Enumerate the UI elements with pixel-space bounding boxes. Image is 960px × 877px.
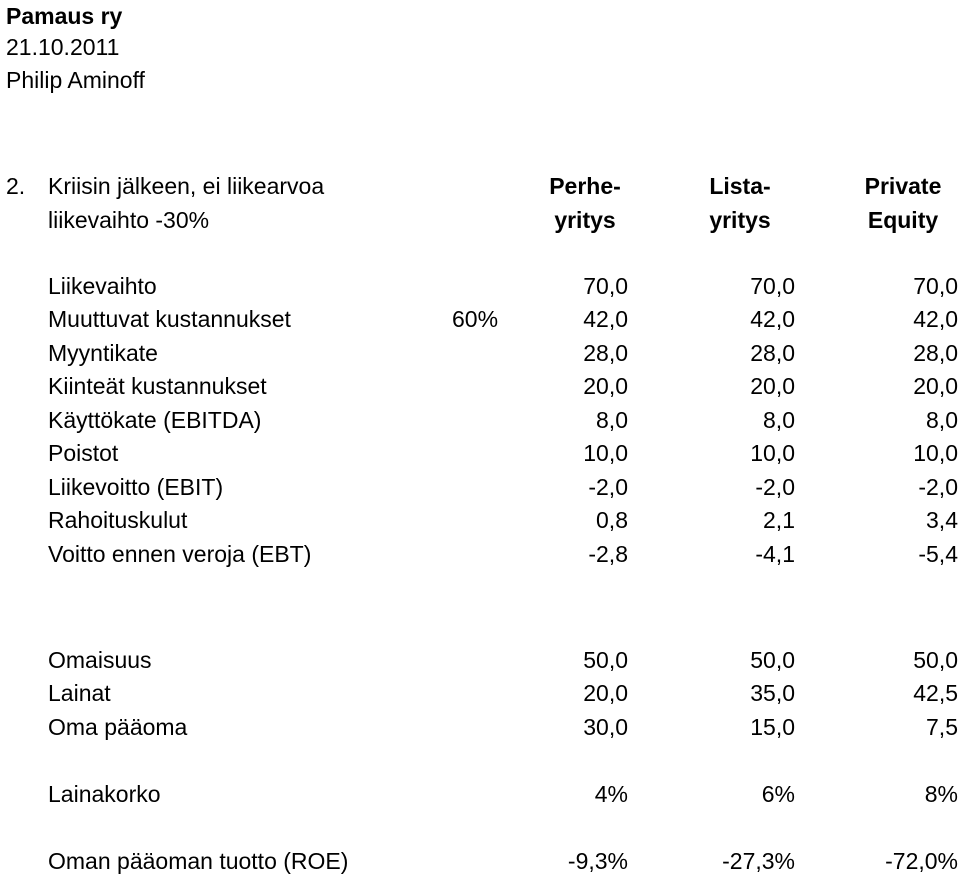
table-cell: 42,5 [913,680,958,706]
table-cell: 8,0 [596,407,628,433]
table-cell: 42,0 [913,306,958,332]
table-cell: 15,0 [750,714,795,740]
table-cell: -72,0% [885,848,958,874]
table-cell: 28,0 [583,340,628,366]
row-label: Poistot [48,440,119,466]
row-label: Lainakorko [48,781,161,807]
section-title-line1: Kriisin jälkeen, ei liikearvoa [48,173,325,199]
table-cell: 0,8 [596,507,628,533]
column-header-perheyritys-line1: Perhe- [549,173,621,199]
table-cell: 10,0 [913,440,958,466]
table-cell: 28,0 [750,340,795,366]
table-cell: 4% [594,781,628,807]
table-cell: 50,0 [913,647,958,673]
column-header-listayritys-line1: Lista- [709,173,771,199]
table-cell: 20,0 [750,373,795,399]
table-cell: 3,4 [926,507,958,533]
author-name: Philip Aminoff [6,67,145,93]
table-cell: 70,0 [750,273,795,299]
table-cell: 28,0 [913,340,958,366]
table-cell: 8,0 [926,407,958,433]
table-cell: 10,0 [583,440,628,466]
row-label: Liikevoitto (EBIT) [48,474,224,500]
table-cell: 10,0 [750,440,795,466]
table-cell: -4,1 [755,541,795,567]
row-label: Rahoituskulut [48,507,188,533]
table-cell: 20,0 [913,373,958,399]
table-cell: -27,3% [722,848,795,874]
column-header-perheyritys-line2: yritys [554,207,616,233]
column-header-listayritys-line2: yritys [709,207,771,233]
table-cell: 30,0 [583,714,628,740]
table-cell: 2,1 [763,507,795,533]
table-cell: -9,3% [567,848,628,874]
table-cell: 8% [924,781,958,807]
row-label: Myyntikate [48,340,158,366]
row-label: Käyttökate (EBITDA) [48,407,262,433]
row-label: Voitto ennen veroja (EBT) [48,541,312,567]
table-cell: 70,0 [913,273,958,299]
row-label: Liikevaihto [48,273,157,299]
section-number: 2. [6,173,26,199]
table-cell: -2,0 [918,474,958,500]
table-cell: -2,0 [755,474,795,500]
row-label: Oma pääoma [48,714,188,740]
table-cell: 20,0 [583,373,628,399]
table-cell: 7,5 [926,714,958,740]
column-header-private-equity-line2: Equity [867,207,939,233]
table-cell: 50,0 [750,647,795,673]
table-cell: -2,0 [588,474,628,500]
table-cell: 6% [761,781,795,807]
table-cell: -5,4 [918,541,958,567]
table-cell: 70,0 [583,273,628,299]
table-cell: 20,0 [583,680,628,706]
table-cell: 42,0 [750,306,795,332]
table-cell: 8,0 [763,407,795,433]
row-label: Muuttuvat kustannukset [48,306,291,332]
row-label: Lainat [48,680,111,706]
column-header-private-equity-line1: Private [864,173,942,199]
table-cell: 42,0 [583,306,628,332]
row-note: 60% [452,306,499,332]
table-cell: 35,0 [750,680,795,706]
section-title-line2: liikevaihto -30% [48,207,210,233]
table-cell: -2,8 [588,541,628,567]
row-label: Oman pääoman tuotto (ROE) [48,848,349,874]
document-date: 21.10.2011 [6,34,120,60]
table-cell: 50,0 [583,647,628,673]
row-label: Omaisuus [48,647,152,673]
row-label: Kiinteät kustannukset [48,373,267,399]
organization-name: Pamaus ry [6,3,123,29]
